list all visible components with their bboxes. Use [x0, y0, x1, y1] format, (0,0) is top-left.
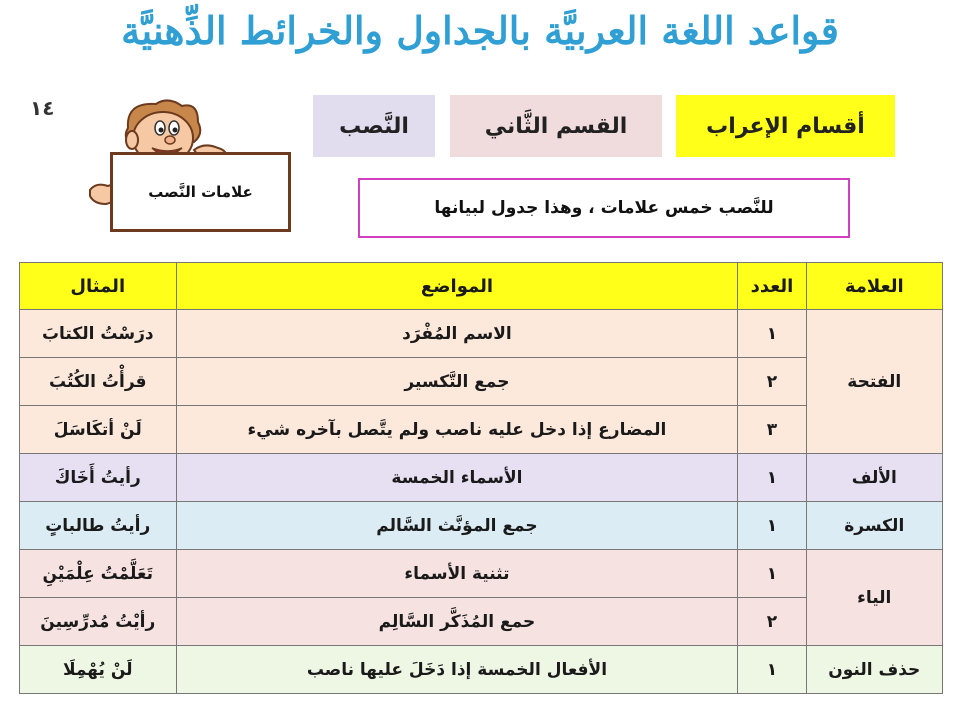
- example-cell: رأيتُ طالباتٍ: [20, 502, 177, 550]
- position-cell: الاسم المُفْرَد: [176, 310, 738, 358]
- header-box-part-two: القسم الثَّاني: [450, 95, 662, 157]
- example-cell: لَنْ أتكَاسَلَ: [20, 406, 177, 454]
- table-row: [20, 358, 943, 406]
- number-cell: ٢: [738, 598, 806, 646]
- number-cell: ٢: [738, 358, 806, 406]
- example-cell: درَسْتُ الكتابَ: [20, 310, 177, 358]
- intro-text: للنَّصب خمس علامات ، وهذا جدول لبيانها: [358, 178, 850, 238]
- position-cell: الأسماء الخمسة: [176, 454, 738, 502]
- table-row: [20, 502, 943, 550]
- header-example: المثال: [20, 263, 177, 310]
- header-positions: المواضع: [176, 263, 738, 310]
- header-box-sections: أقسام الإعراب: [676, 95, 895, 157]
- position-cell: جمع المؤنَّث السَّالم: [176, 502, 738, 550]
- example-cell: رأيْتُ مُدرِّسِينَ: [20, 598, 177, 646]
- number-cell: ١: [738, 502, 806, 550]
- position-cell: جمع التَّكسير: [176, 358, 738, 406]
- example-cell: لَنْ يُهْمِلَا: [20, 646, 177, 694]
- header-box-nasb: النَّصب: [313, 95, 435, 157]
- number-cell: ١: [738, 550, 806, 598]
- sign-cell-fatha: الفتحة: [806, 310, 942, 454]
- sign-cell-yaa: الياء: [806, 550, 942, 646]
- example-cell: تَعَلَّمْتُ عِلْمَيْنِ: [20, 550, 177, 598]
- number-cell: ١: [738, 646, 806, 694]
- header-sign: العلامة: [806, 263, 942, 310]
- sign-cell-kasra: الكسرة: [806, 502, 942, 550]
- table-row: [20, 646, 943, 694]
- position-cell: تثنية الأسماء: [176, 550, 738, 598]
- position-cell: الأفعال الخمسة إذا دَخَلَ عليها ناصب: [176, 646, 738, 694]
- page-number: ١٤: [30, 96, 55, 120]
- table-row: [20, 310, 943, 358]
- number-cell: ١: [738, 310, 806, 358]
- header-number: العدد: [738, 263, 806, 310]
- number-cell: ٣: [738, 406, 806, 454]
- table-row: [20, 598, 943, 646]
- table-header-row: [20, 263, 943, 310]
- table-row: [20, 406, 943, 454]
- example-cell: قرأْتُ الكُتُبَ: [20, 358, 177, 406]
- table-row: [20, 454, 943, 502]
- nasb-signs-table: [19, 262, 943, 694]
- page-title: قواعد اللغة العربيَّة بالجداول والخرائط الذِّهنيَّة: [121, 8, 839, 53]
- number-cell: ١: [738, 454, 806, 502]
- example-cell: رأيتُ أَخَاكَ: [20, 454, 177, 502]
- sign-cell-alif: الألف: [806, 454, 942, 502]
- position-cell: المضارع إذا دخل عليه ناصب ولم يتَّصل بآخره شيء: [176, 406, 738, 454]
- table-row: [20, 550, 943, 598]
- sign-board: علامات النَّصب: [110, 152, 291, 232]
- position-cell: حمع المُذَكَّر السَّالِم: [176, 598, 738, 646]
- sign-cell-noon: حذف النون: [806, 646, 942, 694]
